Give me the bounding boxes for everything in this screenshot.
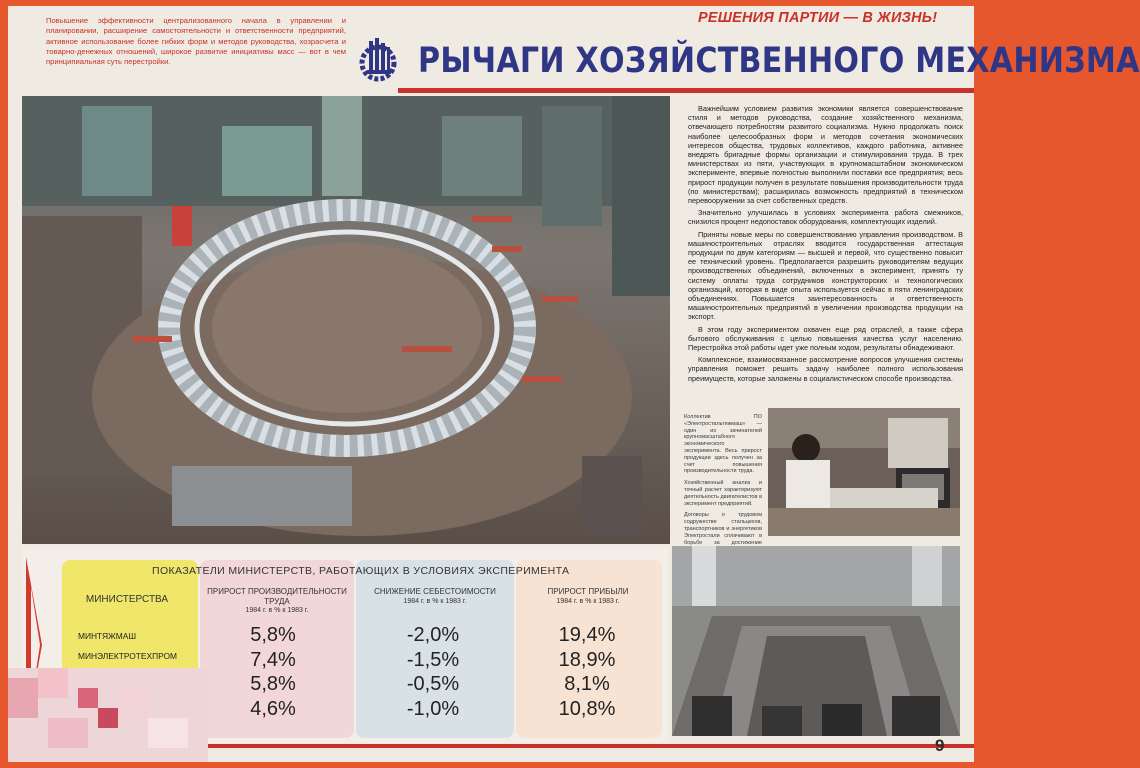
- cost-header: [362, 587, 508, 606]
- productivity-value: 4,6%: [250, 698, 296, 720]
- cost-value: -1,5%: [406, 649, 460, 671]
- article-paragraph: Приняты новые меры по совершенствованию управления производством. В машиностроительных отраслях вводится государственная аттестация продукции по двум категориям — высшей и первой, что существенно повысит ее технический уровень. Предполагается разрешить руководителям ведущих производственных объединений, включенных в эксперимент, принять ту систему оплаты труда сотрудников конструкторских и технологических организаций, которая в виде опыта используется сейчас в пяти ленинградских объединениях. Повышается заинтересованность и ответственность машиностроительных предприятий в увеличении производства продукции на экспорт.: [688, 229, 963, 322]
- ministry-name: МИНЭЛЕКТРОТЕХПРОМ: [78, 651, 177, 661]
- cost-subnote: 1984 г. в % к 1983 г.: [403, 597, 467, 605]
- slogan: РЕШЕНИЯ ПАРТИИ — В ЖИЗНЬ!: [698, 10, 938, 26]
- page-number: 9: [935, 736, 945, 755]
- meeting-photo: [672, 546, 960, 736]
- caption-paragraph: Хозяйственный анализ и точный расчет характеризуют деятельность двигателистов в эксперимент предприятий.: [684, 480, 762, 507]
- caption-paragraph: Договоры о трудовом содружестве стальцехов, транспортников и энергетиков Электростали сплачивают в борьбе за достижение: [684, 512, 762, 546]
- cost-header-label: СНИЖЕНИЕ СЕБЕСТОИМОСТИ: [374, 587, 496, 596]
- poster-page: [8, 6, 1140, 762]
- factory-photo: [22, 96, 670, 544]
- title-underline: [398, 88, 974, 93]
- productivity-value: 5,8%: [250, 624, 296, 646]
- cost-value: -2,0%: [406, 624, 460, 646]
- obscured-corner: [8, 668, 208, 762]
- article-paragraph: Значительно улучшилась в условиях эксперимента работа смежников, снизился процент недопоставок оборудования, комплектующих изделий.: [688, 208, 963, 227]
- article-body: [688, 104, 963, 386]
- productivity-header-label: ПРИРОСТ ПРОИЗВОДИТЕЛЬНОСТИ ТРУДА: [207, 587, 347, 606]
- profit-value: 8,1%: [564, 673, 610, 695]
- productivity-value: 7,4%: [250, 649, 296, 671]
- ministry-name: МИНТЯЖМАШ: [78, 631, 136, 641]
- cost-value: -0,5%: [406, 673, 460, 695]
- gear-emblem-icon: [349, 37, 407, 83]
- profit-subnote: 1984 г. в % к 1983 г.: [556, 597, 620, 605]
- ministries-header: МИНИСТЕРСТВА: [85, 594, 169, 605]
- productivity-subnote: 1984 г. в % к 1983 г.: [245, 607, 309, 614]
- productivity-value: 5,8%: [250, 673, 296, 695]
- cost-value: -1,0%: [406, 698, 460, 720]
- page-title: РЫЧАГИ ХОЗЯЙСТВЕННОГО МЕХАНИЗМА: [418, 41, 1140, 81]
- profit-value: 18,9%: [558, 649, 616, 671]
- computer-operator-photo: [768, 408, 960, 536]
- productivity-header: [204, 587, 350, 616]
- caption-paragraph: Коллектив ПО «Электростальтяжмаш» — один из зачинателей крупномасштабного экономического эксперимента. Весь прирост продукции здесь получен за счет повышения производительности труда.: [684, 414, 762, 475]
- intro-note: Повышение эффективности централизованного начала в управлении и планировании, расширение самостоятельности и ответственности предприятий, активное использование более гибких форм и методов руководства, хозрасчета и товарно-денежных отношений, широкое развитие инициативы масс — вот в чем принципиальная суть перестройки.: [46, 16, 346, 67]
- profit-value: 19,4%: [558, 624, 616, 646]
- profit-value: 10,8%: [558, 698, 616, 720]
- article-paragraph: В этом году экспериментом охвачен еще ряд отраслей, а также сфера бытового обслуживания с целью повышения качества услуг населению. Перестройка этой работы идет уже полным ходом, результаты обнадеживают.: [688, 324, 963, 353]
- article-paragraph: Комплексное, взаимосвязанное рассмотрение вопросов улучшения системы управления поможет решить задачу наиболее полного использования преимуществ, которые заложены в социалистическом способе производства.: [688, 355, 963, 383]
- table-title: ПОКАЗАТЕЛИ МИНИСТЕРСТВ, РАБОТАЮЩИХ В УСЛОВИЯХ ЭКСПЕРИМЕНТА: [152, 565, 570, 577]
- photo-captions: [684, 414, 762, 565]
- article-paragraph: Важнейшим условием развития экономики является совершенствование стиля и методов руководства, создание хозяйственного механизма, отвечающего потребностям развитого социализма. Нужно продолжать поиск наиболее целесообразных форм и методов сочетания экономических интересов общества, трудовых коллективов, каждого работника, активнее внедрять бригадные формы организации и стимулирования труда. В трех министерствах из пяти, участвующих в крупномасштабном экономическом эксперименте, впервые полностью выполнили поставки все предприятия; весь прирост продукции получен в результате повышения производительности труда (по министерствам); расширилась возможность предприятий в техническом перевооружении за счет собственных средств.: [688, 104, 963, 206]
- profit-header-label: ПРИРОСТ ПРИБЫЛИ: [547, 587, 629, 596]
- profit-header: [520, 587, 656, 606]
